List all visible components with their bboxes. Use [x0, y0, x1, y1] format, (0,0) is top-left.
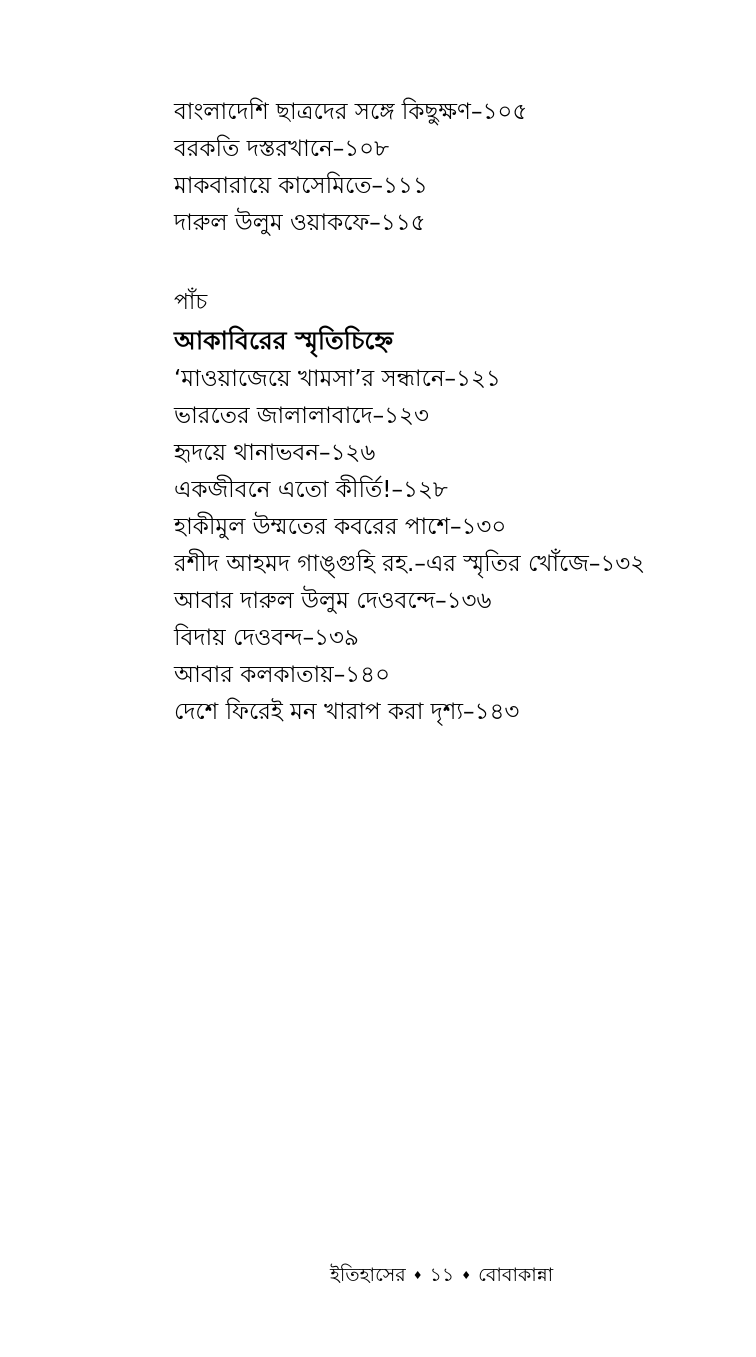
- page-number: ১১: [429, 1264, 455, 1286]
- toc-entry: বাংলাদেশি ছাত্রদের সঙ্গে কিছুক্ষণ–১০৫: [174, 99, 528, 125]
- toc-entry: দেশে ফিরেই মন খারাপ করা দৃশ্য–১৪৩: [174, 699, 520, 725]
- toc-entry: হাকীমুল উম্মতের কবরের পাশে–১৩০: [174, 514, 507, 540]
- footer-book-title-left: ইতিহাসের: [330, 1264, 406, 1286]
- part-label: পাঁচ: [174, 290, 208, 315]
- section-heading: আকাবিরের স্মৃতিচিহ্নে: [174, 326, 394, 355]
- toc-entry: আবার দারুল উলুম দেওবন্দে–১৩৬: [174, 588, 492, 614]
- toc-entry: রশীদ আহমদ গাঙ্গুহি রহ.–এর স্মৃতির খোঁজে–১৩২: [174, 551, 646, 577]
- toc-entry: বরকতি দস্তরখানে–১০৮: [174, 136, 390, 162]
- toc-entry: আবার কলকাতায়–১৪০: [174, 662, 391, 688]
- section-gap: [174, 242, 734, 279]
- diamond-separator-icon: ♦: [461, 1268, 472, 1282]
- footer-book-title-right: বোবাকান্না: [478, 1264, 554, 1286]
- toc-entry: ভারতের জালালাবাদে–১২৩: [174, 403, 429, 429]
- toc-entry: বিদায় দেওবন্দ–১৩৯: [174, 625, 359, 651]
- page-footer: [330, 1262, 553, 1289]
- table-of-contents: [174, 94, 734, 731]
- toc-entry: একজীবনে এতো কীর্তি!–১২৮: [174, 477, 448, 503]
- toc-entry: দারুল উলুম ওয়াকফে–১১৫: [174, 210, 426, 236]
- diamond-separator-icon: ♦: [412, 1268, 423, 1282]
- toc-entry: ‘মাওয়াজেয়ে খামসা’র সন্ধানে–১২১: [174, 366, 501, 392]
- toc-entry: মাকবারায়ে কাসেমিতে–১১১: [174, 173, 428, 199]
- toc-entry: হৃদয়ে থানাভবন–১২৬: [174, 440, 376, 466]
